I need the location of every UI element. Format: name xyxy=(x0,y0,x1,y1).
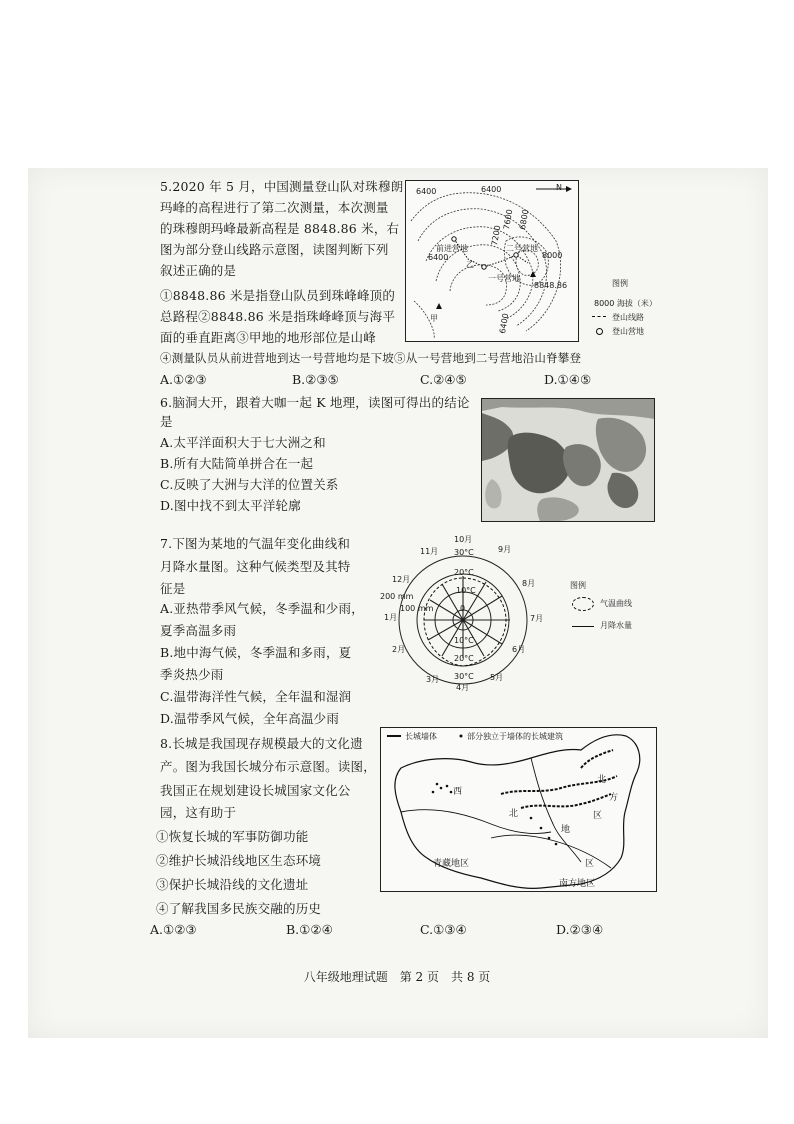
region-label: 地 xyxy=(561,825,571,835)
q7-line: 月降水量图。这种气候类型及其特 xyxy=(160,559,351,574)
month-label: 2月 xyxy=(392,645,406,654)
pangaea-world-map xyxy=(481,398,655,522)
q8-line: 园，这有助于 xyxy=(160,805,237,820)
q5-line: ①8848.86 米是指登山队员到珠峰峰顶的 xyxy=(160,288,396,303)
month-label: 3月 xyxy=(426,675,440,684)
q8-item: ④了解我国多民族交融的历史 xyxy=(156,901,322,916)
q5-legend-route: 登山线路 xyxy=(612,313,644,322)
contour-label: 8000 xyxy=(542,251,563,260)
place-label: 前进营地 xyxy=(436,244,468,253)
q6-line: 是 xyxy=(160,414,173,429)
q8-item: ①恢复长城的军事防御功能 xyxy=(156,829,309,844)
q5-option-d: D.①④⑤ xyxy=(544,372,592,387)
q5-line: ④测量队员从前进营地到达一号营地均是下坡⑤从一号营地到二号营地沿山脊攀登 xyxy=(160,351,582,365)
q5-option-a: A.①②③ xyxy=(160,372,207,387)
q5-option-b: B.②③⑤ xyxy=(292,372,339,387)
month-label: 9月 xyxy=(498,545,512,554)
q8-legend-parts: 部分独立于墙体的长城建筑 xyxy=(467,732,563,741)
ring-label: 10°C xyxy=(454,636,474,645)
q7-option-b: B.地中海气候，冬季温和多雨，夏 xyxy=(160,645,352,660)
summit-elevation-label: 8848.86 xyxy=(534,281,568,290)
q7-option-a-cont: 夏季高温多雨 xyxy=(160,623,237,638)
q7-option-c: C.温带海洋性气候，全年温和湿润 xyxy=(160,689,352,704)
month-label: 11月 xyxy=(420,547,439,556)
region-label: 青藏地区 xyxy=(433,859,470,869)
place-label: 二号营地 xyxy=(506,244,538,253)
q8-option-a: A.①②③ xyxy=(150,922,197,937)
region-label: 区 xyxy=(585,859,595,869)
everest-route-map xyxy=(405,180,579,342)
temp-legend-icon xyxy=(572,597,594,611)
ring-label: 20°C xyxy=(454,654,474,663)
month-label: 4月 xyxy=(456,683,470,692)
wall-line xyxy=(521,794,611,808)
ring-label: 10°C xyxy=(456,586,476,595)
q7-option-d: D.温带季风气候，全年高温少雨 xyxy=(160,711,340,726)
q7-legend-precip: 月降水量 xyxy=(600,621,632,630)
q5-line: 叙述正确的是 xyxy=(160,263,237,278)
place-label: 一号营地 xyxy=(488,274,520,283)
route-legend-icon xyxy=(592,316,606,317)
region-label: 西 xyxy=(453,787,463,797)
region-label: 北 xyxy=(597,775,607,785)
q8-legend-wall: 长城墙体 xyxy=(405,732,437,741)
china-outline-svg xyxy=(381,728,656,891)
place-label: 乙 xyxy=(466,260,474,269)
wall-line xyxy=(581,750,613,768)
polar-climate-chart xyxy=(380,535,550,695)
q5-line: 总路程②8848.86 米是指珠峰峰顶与海平 xyxy=(160,309,396,324)
q6-option-d: D.图中找不到太平洋轮廓 xyxy=(160,498,301,513)
precip-label: 100 mm xyxy=(400,604,434,613)
camp-one-marker xyxy=(482,265,486,269)
contour-label: 6400 xyxy=(481,185,502,194)
ring-label: 20°C xyxy=(454,568,474,577)
month-label: 1月 xyxy=(384,613,398,622)
region-label: 北 xyxy=(509,809,519,819)
q5-line: 图为部分登山线路示意图，读图判断下列 xyxy=(160,242,389,257)
q6-option-c: C.反映了大洲与大洋的位置关系 xyxy=(160,477,339,492)
month-label: 10月 xyxy=(454,535,473,544)
camp-advance-marker xyxy=(452,237,456,241)
q7-option-b-cont: 季炎热少雨 xyxy=(160,667,224,682)
page-footer: 八年级地理试题 第 2 页 共 8 页 xyxy=(303,970,491,984)
region-label: 南方地区 xyxy=(559,879,596,889)
q8-item: ③保护长城沿线的文化遗址 xyxy=(156,877,309,892)
precip-label: 200 mm xyxy=(380,592,414,601)
world-map-svg xyxy=(482,399,654,521)
q7-line: 征是 xyxy=(160,581,186,596)
q8-option-d: D.②③④ xyxy=(556,922,604,937)
month-label: 12月 xyxy=(392,575,411,584)
peak-triangle-icon xyxy=(436,303,442,309)
month-label: 8月 xyxy=(522,579,536,588)
q6-option-a: A.太平洋面积大于七大洲之和 xyxy=(160,435,326,450)
building-legend-icon xyxy=(460,735,463,738)
q8-line: 产。图为我国长城分布示意图。读图， xyxy=(160,759,376,774)
q8-line: 8.长城是我国现存规模最大的文化遗 xyxy=(160,736,363,751)
great-wall-map xyxy=(380,727,657,892)
camp-legend-icon xyxy=(596,328,603,335)
region-label: 方 xyxy=(609,793,619,803)
q8-option-b: B.①②④ xyxy=(286,922,333,937)
q7-legend-title: 图例 xyxy=(570,581,586,590)
q5-legend-title: 图例 xyxy=(612,279,628,288)
month-label: 6月 xyxy=(512,645,526,654)
contour-label: 7600 xyxy=(501,208,515,231)
ring-label: 0 xyxy=(460,604,466,613)
north-label: N xyxy=(556,183,562,192)
q5-line: 玛峰的高程进行了第二次测量，本次测量 xyxy=(160,200,389,215)
q6-option-b: B.所有大陆简单拼合在一起 xyxy=(160,456,314,471)
q5-line: 5.2020 年 5 月，中国测量登山队对珠穆朗 xyxy=(160,179,404,194)
contour-label: 7200 xyxy=(489,224,503,247)
q5-legend-elevation: 8000 海拔（米） xyxy=(594,299,657,308)
q5-legend-camp: 登山营地 xyxy=(612,327,644,336)
q8-item: ②维护长城沿线地区生态环境 xyxy=(156,853,322,868)
q5-line: 的珠穆朗玛峰最新高程是 8848.86 米，右 xyxy=(160,221,400,236)
ring-label: 30°C xyxy=(454,548,474,557)
q7-line: 7.下图为某地的气温年变化曲线和 xyxy=(160,536,351,551)
contour-label: 6400 xyxy=(428,253,449,262)
q8-line: 我国正在规划建设长城国家文化公 xyxy=(160,783,351,798)
q7-legend-temp: 气温曲线 xyxy=(600,599,632,608)
region-label: 区 xyxy=(593,811,603,821)
contour-label: 6400 xyxy=(497,312,511,335)
month-label: 5月 xyxy=(490,673,504,682)
q7-option-a: A.亚热带季风气候，冬季温和少雨， xyxy=(160,601,364,616)
contour-label: 6800 xyxy=(517,208,531,231)
q6-line: 6.脑洞大开，跟着大咖一起 K 地理，读图可得出的结论 xyxy=(160,395,470,410)
q8-option-c: C.①③④ xyxy=(420,922,467,937)
q5-line: 面的垂直距离③甲地的地形部位是山峰 xyxy=(160,330,376,345)
precip-legend-icon xyxy=(572,626,594,627)
contour-label: 6400 xyxy=(416,187,437,196)
ring-label: 30°C xyxy=(454,672,474,681)
month-label: 7月 xyxy=(530,614,544,623)
q5-option-c: C.②④⑤ xyxy=(420,372,467,387)
place-label: 甲 xyxy=(430,314,438,323)
